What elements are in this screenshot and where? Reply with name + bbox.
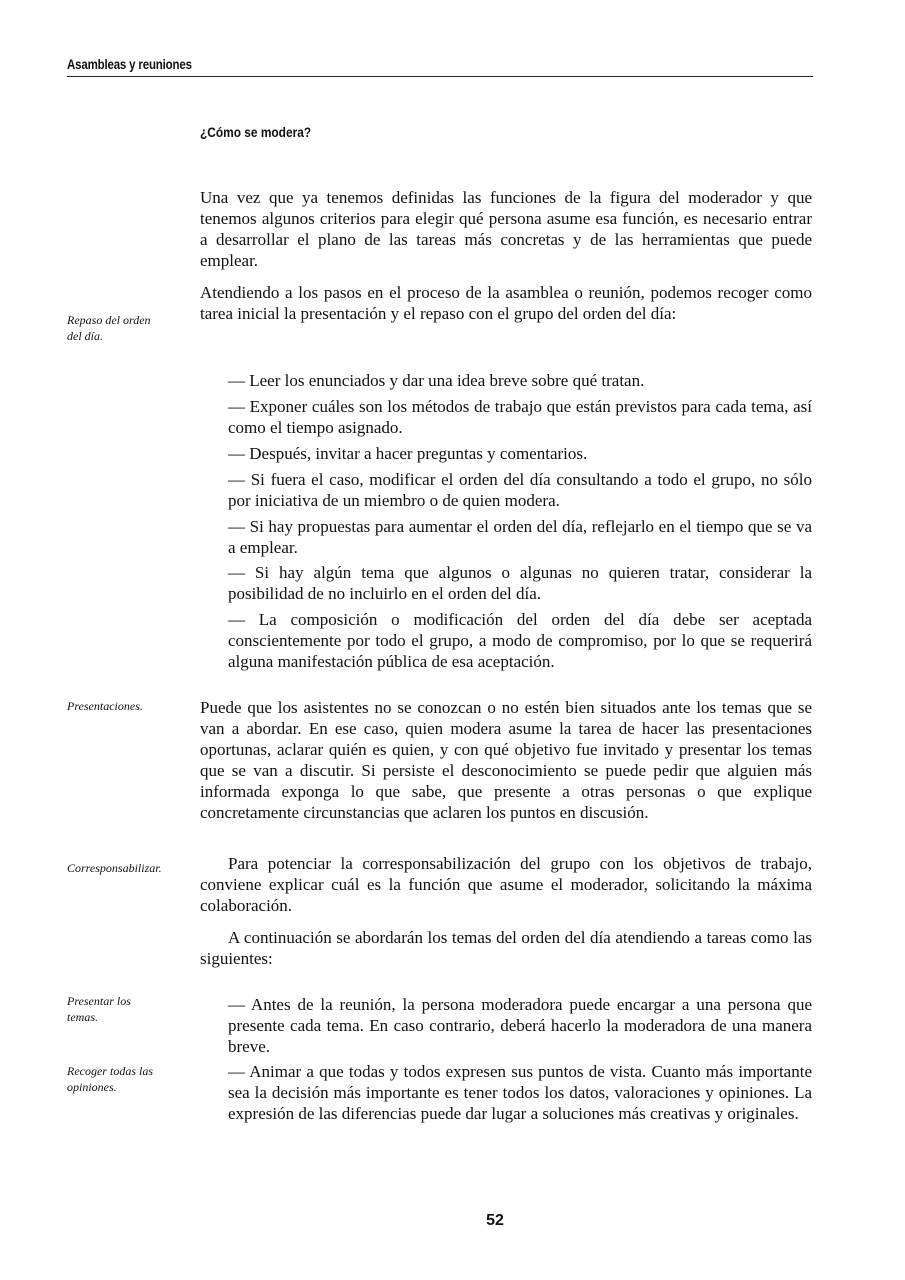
margin-note-present-topics: Presentar los temas. (67, 994, 131, 1024)
list-item: — Después, invitar a hacer preguntas y comentarios. (228, 444, 588, 463)
list-item: — Animar a que todas y todos expresen sus puntos de vista. Cuanto más importante sea la decisión más importante es tener todos los datos, valoraciones y opiniones. La expresión de las diferencias puede dar lugar a soluciones más creativas y originales. (228, 1062, 812, 1123)
list-item: — La composición o modificación del orden del día debe ser aceptada conscientemente por todo el grupo, a modo de compromiso, por lo que se requerirá alguna manifestación pública de esa aceptación. (228, 610, 812, 671)
margin-note-agenda: Repaso del orden del día. (67, 313, 151, 343)
margin-note-coresponsibility: Corresponsabilizar. (67, 861, 162, 875)
list-item: — Leer los enunciados y dar una idea breve sobre qué tratan. (228, 371, 645, 390)
paragraph-agenda-review: Atendiendo a los pasos en el proceso de la asamblea o reunión, podemos recoger como tarea inicial la presentación y el repaso con el grupo del orden del día: (200, 283, 812, 323)
paragraph-presentations: Puede que los asistentes no se conozcan o no estén bien situados ante los temas que se van a abordar. En ese caso, quien modera asume la tarea de hacer las presentaciones oportunas, aclarar quién es quien, y con qué objetivo fue invitado y presentar los temas que se van a discutir. Si persiste el desconocimiento se puede pedir que alguien más informada exponga lo que sabe, que presente a otras personas o que explique concretamente circunstancias que aclaren los puntos en discusión. (200, 698, 812, 822)
running-header (67, 56, 813, 77)
section-heading: ¿Cómo se modera? (200, 124, 312, 140)
list-item: — Si hay propuestas para aumentar el orden del día, reflejarlo en el tiempo que se va a emplear. (228, 517, 812, 557)
list-item: — Si hay algún tema que algunos o algunas no quieren tratar, considerar la posibilidad de no incluirlo en el orden del día. (228, 563, 812, 603)
paragraph-topics: A continuación se abordarán los temas del orden del día atendiendo a tareas como las siguientes: (200, 928, 812, 968)
margin-note-gather-opinions: Recoger todas las opiniones. (67, 1064, 153, 1094)
paragraph-coresponsibility: Para potenciar la corresponsabilización del grupo con los objetivos de trabajo, conviene explicar cuál es la función que asume el moderador, solicitando la máxima colaboración. (200, 854, 812, 915)
list-item: — Si fuera el caso, modificar el orden del día consultando a todo el grupo, no sólo por iniciativa de un miembro o de quien modera. (228, 470, 812, 510)
paragraph-intro: Una vez que ya tenemos definidas las funciones de la figura del moderador y que tenemos algunos criterios para elegir qué persona asume esa función, es necesario entrar a desarrollar el plano de las tareas más concretas y de las herramientas que puede emplear. (200, 188, 812, 270)
page-number: 52 (486, 1212, 504, 1229)
list-item: — Exponer cuáles son los métodos de trabajo que están previstos para cada tema, así como el tiempo asignado. (228, 397, 812, 437)
list-item: — Antes de la reunión, la persona moderadora puede encargar a una persona que presente cada tema. En caso contrario, deberá hacerlo la moderadora de una manera breve. (228, 995, 812, 1056)
running-header-title: Asambleas y reuniones (67, 56, 192, 72)
margin-note-presentations: Presentaciones. (67, 699, 143, 713)
